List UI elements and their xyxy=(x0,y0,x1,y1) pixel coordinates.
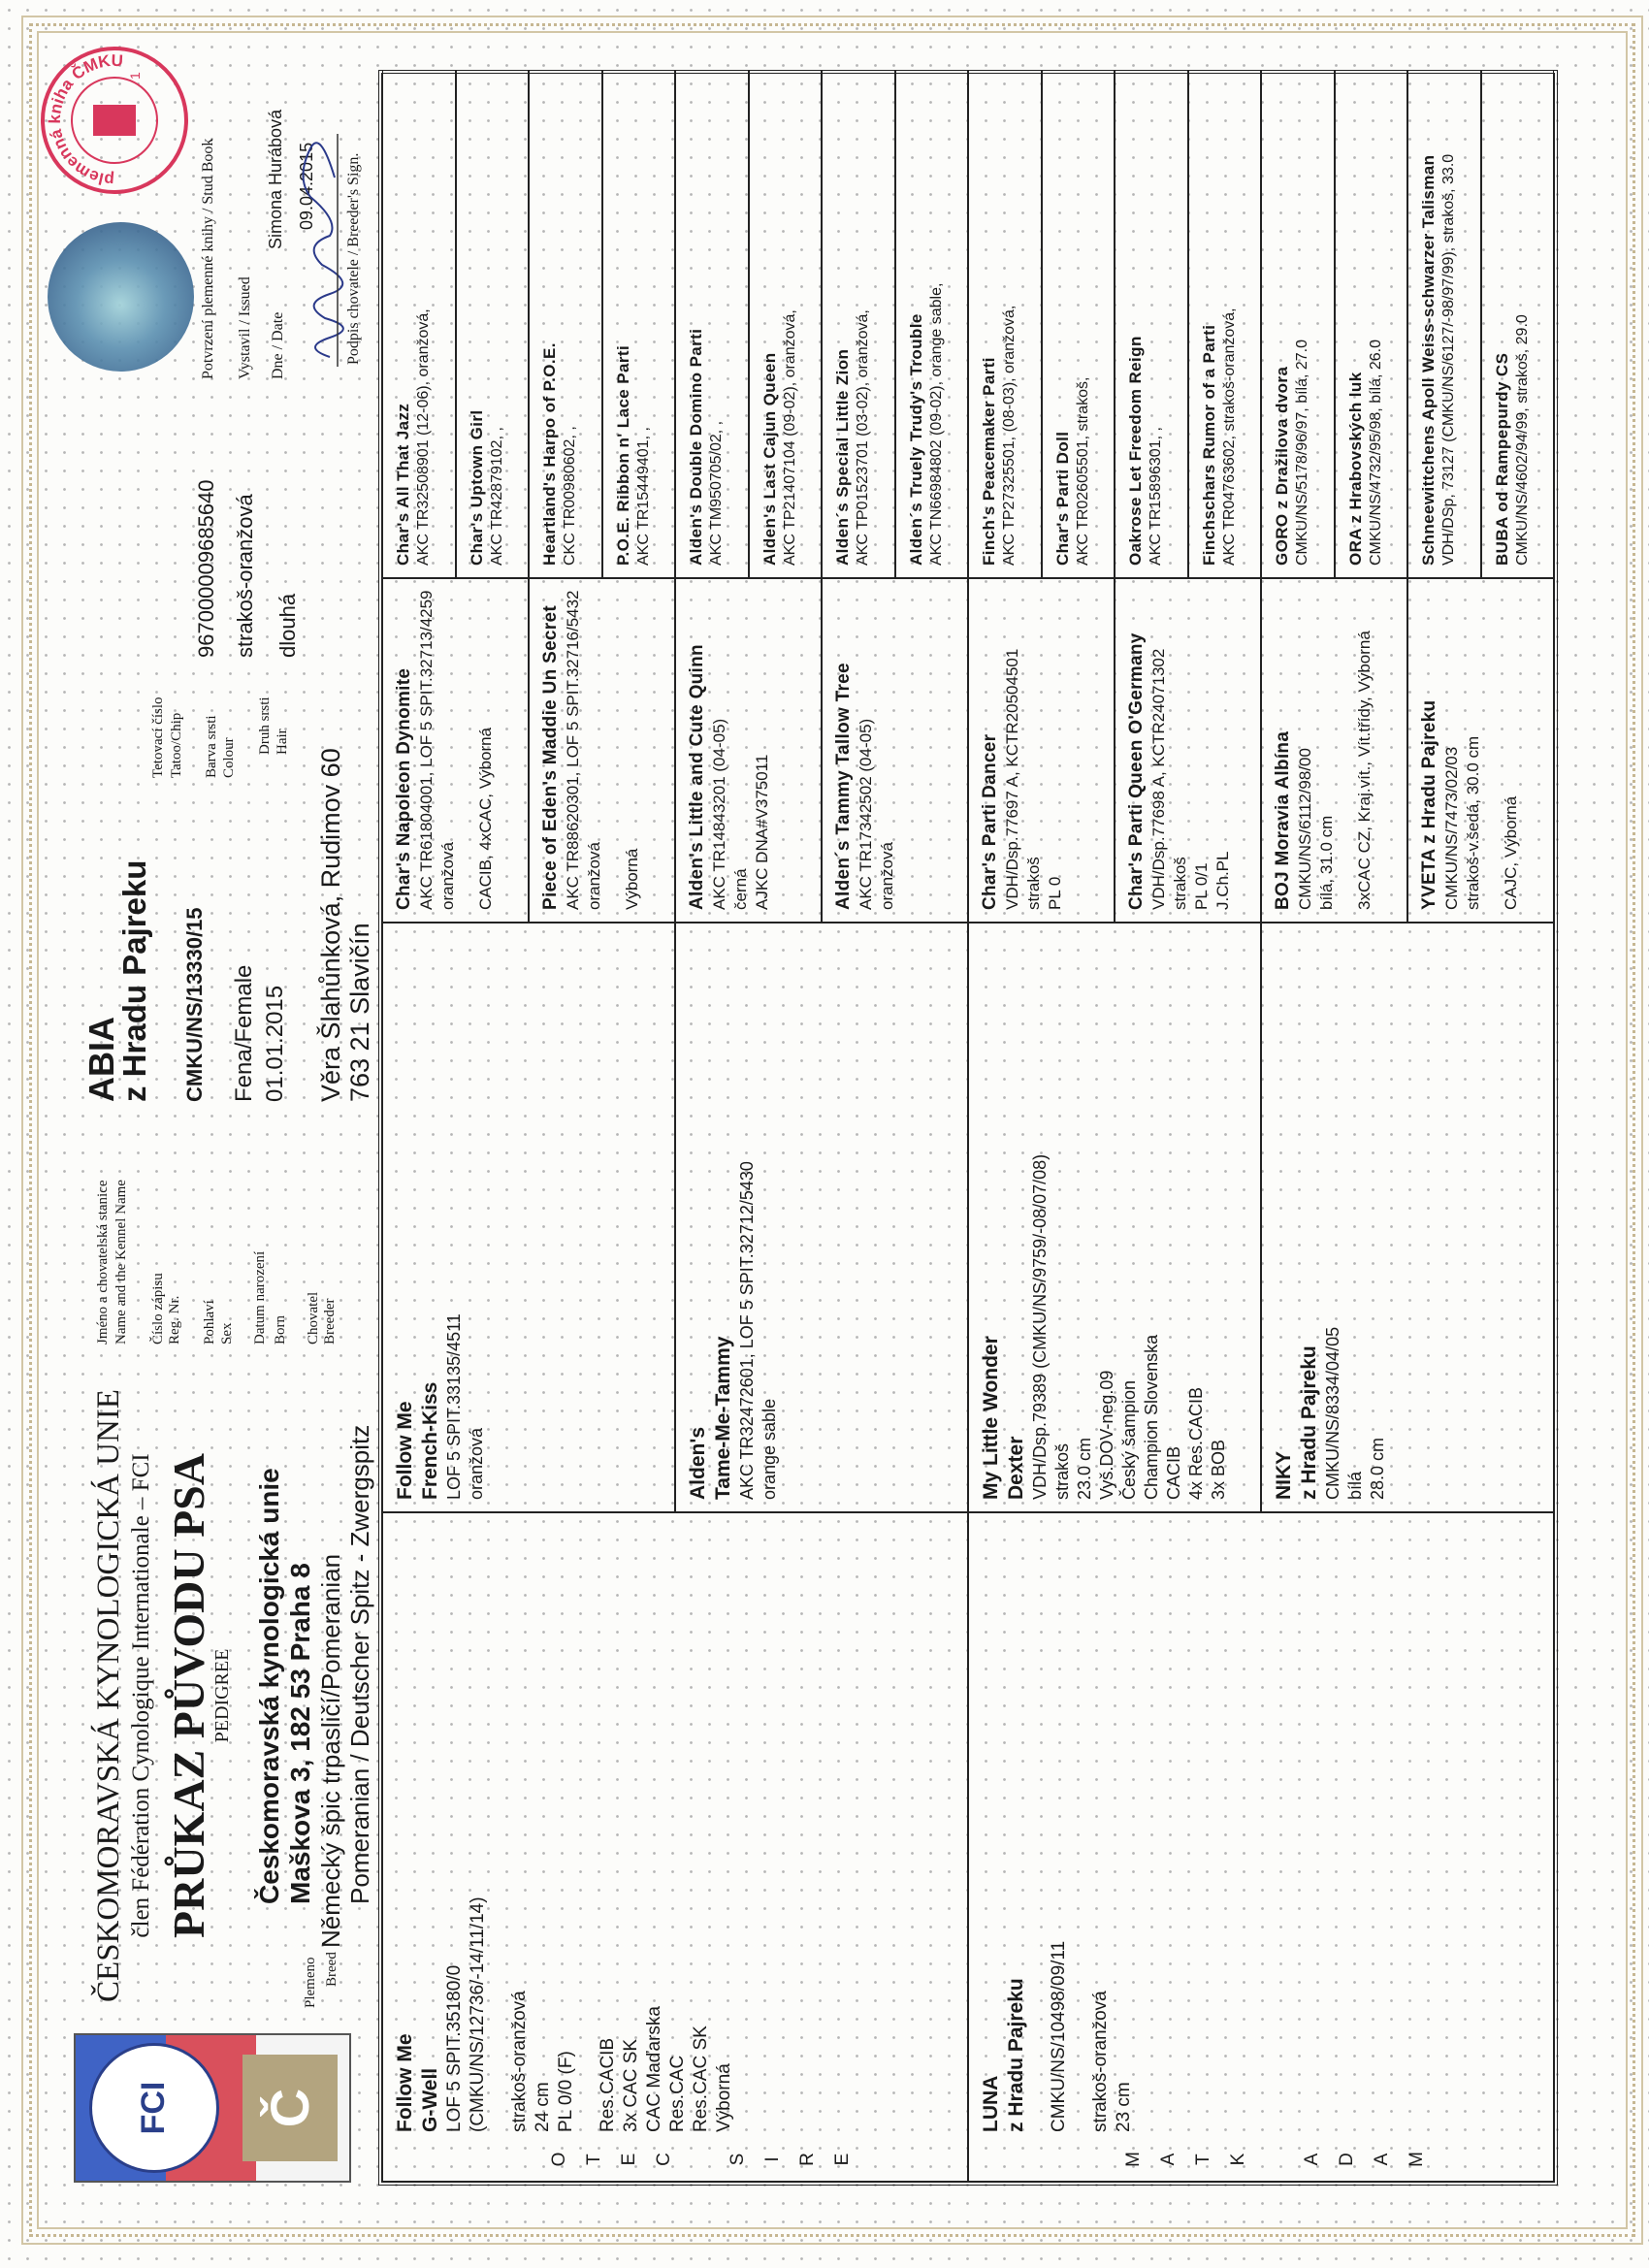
sex-label-en: Sex xyxy=(219,1322,235,1345)
name-label-en: Name and the Kennel Name xyxy=(113,1180,129,1345)
gen3-ancestor-cell xyxy=(382,578,529,923)
ancestor-detail: PL 0 xyxy=(1046,876,1064,910)
pedigree-table xyxy=(378,70,1558,2186)
ancestor-detail: Res.CAC xyxy=(667,2055,688,2132)
ancestor-detail: Champion Slovenska xyxy=(1142,1334,1161,1500)
gen4-ancestor-cell xyxy=(1407,70,1481,578)
ancestor-detail xyxy=(1029,1523,1048,2132)
ancestor-name: Char's Parti Queen O'Germany xyxy=(1126,632,1147,910)
dog-kennel: z Hradu Pajreku xyxy=(116,859,152,1102)
ancestor-detail: VDH/Dsp.79389 (CMKU/NS/9759/-08/07/08) xyxy=(1030,1153,1050,1500)
org-address: Maškova 3, 182 53 Praha 8 xyxy=(285,1563,315,1904)
ancestor-detail: CACIB xyxy=(1164,1445,1183,1500)
ancestor-detail: VDH/Dsp.77697 A, KCTR20504501 xyxy=(1003,648,1021,910)
ancestor-name: Heartland's Harpo of P.O.E. xyxy=(540,342,559,566)
fci-globe-icon xyxy=(89,2043,219,2173)
ancestor-detail: orange sable xyxy=(760,1398,779,1500)
ancestor-detail: PL 0/0 (F) xyxy=(556,2051,576,2132)
gen4-ancestor-cell xyxy=(1261,70,1335,578)
colour-label-cz: Barva srsti xyxy=(204,715,219,778)
ancestor-detail: AKC TP21407104 (09-02), oranžová, xyxy=(781,309,798,566)
gen2-ancestor-cell xyxy=(382,923,675,1512)
ancestor-name: Follow Me xyxy=(394,2033,416,2132)
side-letter: T xyxy=(584,2154,604,2165)
fci-logo-text: FCI xyxy=(135,2081,172,2135)
side-letter: I xyxy=(762,2156,783,2162)
ancestor-detail: CMKU/NS/7473/02/03 xyxy=(1442,746,1461,910)
breeder-signature-icon xyxy=(291,114,351,367)
colour-label-en: Colour xyxy=(221,737,237,778)
ancestor-detail: AKC TR61804001, LOF 5 SPIT.32713/4259 xyxy=(417,590,436,910)
ancestor-detail: CMKU/NS/8334/04/05 xyxy=(1323,1326,1342,1500)
ancestor-name: Finch's Peacemaker Parti xyxy=(980,357,998,566)
ancestor-name: Piece of Eden's Maddie Un Secret xyxy=(540,605,561,910)
ancestor-name: Char's Parti Dancer xyxy=(980,733,1000,910)
ancestor-name: Char's All That Jazz xyxy=(394,403,412,566)
gen4-ancestor-cell xyxy=(1115,70,1188,578)
ancestor-detail: J.Ch.PL xyxy=(1213,851,1232,910)
ancestor-name: Alden´s Truely Trudy's Trouble xyxy=(906,313,925,566)
ancestor-detail: 3x BOB xyxy=(1209,1439,1228,1500)
ancestor-detail: 23.0 cm xyxy=(1075,1437,1094,1500)
ancestor-name: z Hradu Pajreku xyxy=(1298,1345,1320,1500)
gen4-ancestor-cell xyxy=(602,70,676,578)
ancestor-name: My Little Wonder xyxy=(980,1336,1002,1500)
ancestor-detail: LOF 5 SPIT.35180/0 xyxy=(444,1964,465,2132)
ancestor-detail: strakoš xyxy=(1024,857,1043,910)
gen3-ancestor-cell xyxy=(1261,578,1407,923)
ancestor-detail xyxy=(1071,1523,1089,2132)
ancestor-name: BOJ Moravia Albína xyxy=(1273,730,1293,910)
ancestor-detail: AKC TP27325501, (08-03), oranžová, xyxy=(1001,305,1018,566)
side-letter: A xyxy=(1372,2153,1392,2166)
ancestor-detail: Výborná xyxy=(714,2063,734,2132)
issue-date: 09.04.2015 xyxy=(297,142,316,230)
side-letter: M xyxy=(1123,2152,1144,2167)
studbook-label: Potvrzení plemenné knihy / Stud Book xyxy=(200,138,216,379)
ancestor-detail xyxy=(490,1523,508,2132)
ancestor-detail: AKC TR88620301, LOF 5 SPIT.32716/5432 xyxy=(564,590,582,910)
ancestor-name: G-Well xyxy=(419,2067,441,2132)
gen4-ancestor-cell xyxy=(1188,70,1262,578)
gen2-ancestor-cell xyxy=(1261,923,1554,1512)
ancestor-detail xyxy=(578,1523,597,2132)
ancestor-name: Tame-Me-Tammy xyxy=(712,1336,734,1500)
gen3-ancestor-cell xyxy=(675,578,822,923)
ancestor-detail: strakoš-oranžová xyxy=(1090,1991,1111,2132)
gen4-ancestor-cell xyxy=(1042,70,1116,578)
gen2-ancestor-cell xyxy=(968,923,1261,1512)
ancestor-detail: Český šampion xyxy=(1119,1379,1139,1500)
doc-subtitle: PEDIGREE xyxy=(211,1648,233,1743)
gen3-ancestor-cell xyxy=(1407,578,1554,923)
ancestor-name: ORA z Hrabovských luk xyxy=(1345,372,1365,566)
ancestor-name: Schneewittchens Apoll Weiss-schwarzer Talisman xyxy=(1419,154,1438,566)
sex-label-cz: Pohlaví xyxy=(202,1300,217,1345)
gen4-ancestor-cell xyxy=(529,70,602,578)
ancestor-detail: CAJC, Výborná xyxy=(1502,795,1520,910)
born-label-cz: Datum narození xyxy=(252,1250,268,1345)
reg-number: CMKU/NS/13330/15 xyxy=(182,907,207,1102)
ancestor-detail: AKC TP01523701 (03-02), oranžová, xyxy=(855,309,871,566)
ancestor-detail: AKC TR04763602, strakoš-oranžová, xyxy=(1220,308,1238,566)
org-title: ČESKOMORAVSKÁ KYNOLOGICKÁ UNIE xyxy=(91,1389,126,2002)
dam-side-label xyxy=(1116,2148,1435,2171)
ancestor-name: Alden's xyxy=(687,1426,709,1500)
reg-label-cz: Číslo zápisu xyxy=(150,1273,166,1345)
ancestor-detail: AKC TR14843201 (04-05) xyxy=(710,718,728,910)
side-letter: K xyxy=(1228,2153,1248,2166)
ancestor-detail: 28.0 cm xyxy=(1368,1437,1387,1500)
studbook-stamp-icon xyxy=(39,45,190,196)
hair-value: dlouhá xyxy=(275,593,300,658)
ancestor-detail: CMKU/NS/4602/94/99, strakoš, 29.0 xyxy=(1513,314,1531,566)
ancestor-name: Alden's Last Cajun Queen xyxy=(760,352,779,566)
ancestor-detail xyxy=(1484,589,1501,910)
side-letter: C xyxy=(654,2153,674,2166)
gen2-ancestor-cell xyxy=(675,923,968,1512)
ancestor-detail: strakoš-oranžová xyxy=(509,1991,530,2132)
side-letter: T xyxy=(1193,2154,1213,2165)
gen3-ancestor-cell xyxy=(1115,578,1261,923)
ancestor-name: Oakrose Let Freedom Reign xyxy=(1126,336,1145,566)
ancestor-detail: VDH/Dsp.77698 A, KCTR24071302 xyxy=(1149,648,1168,910)
side-letter: A xyxy=(1158,2153,1179,2166)
breeder-sign-label: Podpis chovatele / Breeder's Sign. xyxy=(345,152,362,365)
gen4-ancestor-cell xyxy=(675,70,749,578)
ancestor-detail: strakoš-v.šedá, 30.0 cm xyxy=(1464,735,1482,910)
ancestor-name: Alden's Double Domino Parti xyxy=(687,328,705,566)
fci-cmku-logo xyxy=(74,2033,351,2183)
gen3-ancestor-cell xyxy=(529,578,675,923)
spacer xyxy=(682,2148,721,2171)
ancestor-detail: CACIB, 4xCAC, Výborná xyxy=(476,727,495,910)
ancestor-name: French-Kiss xyxy=(419,1381,441,1500)
ancestor-name: GORO z Dražilova dvora xyxy=(1273,366,1291,566)
ancestor-detail: AKC TM950705/02, , xyxy=(708,420,725,566)
ancestor-detail: 3x CAC SK xyxy=(621,2038,641,2132)
ancestor-detail: CMKU/NS/6112/98/00 xyxy=(1296,748,1314,910)
breeder-label-cz: Chovatel xyxy=(306,1291,321,1345)
ancestor-detail: CMKU/NS/4732/95/98, bílá, 26.0 xyxy=(1367,339,1384,566)
chip-value: 967000009685640 xyxy=(194,479,218,658)
sex-value: Fena/Female xyxy=(231,964,257,1102)
ancestor-detail: AKC TR15449401, , xyxy=(634,427,652,566)
ancestor-detail: CMKU/NS/10498/09/11 xyxy=(1049,1940,1069,2132)
cmku-logo-icon: Č xyxy=(242,2055,338,2161)
ancestor-name: P.O.E. Ribbon n' Lace Parti xyxy=(613,344,632,566)
side-letter: R xyxy=(797,2153,818,2166)
ancestor-detail: AKC TR02605501, strakoš, xyxy=(1074,376,1091,566)
chip-label-en: Tatoo/Chip xyxy=(169,712,184,778)
gen1-ancestor-cell xyxy=(382,1512,968,2182)
name-label-cz: Jméno a chovatelská stanice xyxy=(95,1180,111,1345)
ancestor-name: Alden´s Tammy Tallow Tree xyxy=(833,663,854,910)
gen4-ancestor-cell xyxy=(1481,70,1555,578)
stamp-text: plemenná kniha ČMKU xyxy=(45,50,124,190)
breed-label-en: Breed xyxy=(324,1952,340,1987)
ancestor-detail: AKC TR42879102, , xyxy=(488,427,505,566)
ancestor-name: Char's Parti Doll xyxy=(1052,431,1072,566)
breed-en: Pomeranian / Deutscher Spitz - Zwergspitz xyxy=(345,1424,374,1904)
ancestor-detail: CMKU/NS/5178/96/97, bílá, 27.0 xyxy=(1294,339,1310,566)
ancestor-detail: 24 cm xyxy=(533,2082,553,2132)
ancestor-detail: AKC TR32472601, LOF 5 SPIT.32712/5430 xyxy=(737,1161,757,1500)
colour-value: strakoš-oranžová xyxy=(233,494,257,658)
ancestor-name: Char's Uptown Girl xyxy=(467,409,486,566)
ancestor-detail xyxy=(459,589,475,910)
doc-title: PRŮKAZ PŮVODU PSA xyxy=(164,1453,213,1938)
ancestor-detail: oranžová xyxy=(585,842,603,910)
born-value: 01.01.2015 xyxy=(262,985,288,1102)
ancestor-name: Alden´s Special Little Zion xyxy=(833,348,852,566)
ancestor-detail: černá xyxy=(731,868,750,910)
ancestor-detail: 4x Res.CACIB xyxy=(1186,1386,1206,1500)
side-letter: M xyxy=(1406,2152,1427,2167)
ancestor-detail: AKC TR15896301, , xyxy=(1148,427,1164,566)
hair-label-cz: Druh srsti xyxy=(257,697,273,755)
ancestor-detail: AKC TR32508901 (12-06), oranžová, xyxy=(415,308,432,566)
ancestor-detail: CAC Maďarska xyxy=(644,2006,664,2132)
ancestor-name: Follow Me xyxy=(394,1401,416,1500)
ancestor-name: LUNA xyxy=(980,2075,1002,2132)
ancestor-name: YVETA z Hradu Pajreku xyxy=(1419,699,1439,910)
issued-by: Simona Hurábová xyxy=(266,109,285,249)
hair-label-en: Hair xyxy=(275,729,290,755)
reg-label-en: Reg. Nr. xyxy=(167,1295,182,1345)
org-name: Českomoravská kynologická unie xyxy=(254,1468,284,1904)
ancestor-name: Dexter xyxy=(1005,1436,1027,1500)
gen1-ancestor-cell xyxy=(968,1512,1554,2182)
ancestor-detail: Výborná xyxy=(623,848,641,910)
side-letter: D xyxy=(1337,2153,1357,2166)
ancestor-detail: bílá, 31.0 cm xyxy=(1317,815,1336,910)
hologram-seal-icon xyxy=(48,222,194,372)
breed-cz: Německý špic trpasličí/Pomeranian xyxy=(316,1553,345,1948)
gen4-ancestor-cell xyxy=(382,70,456,578)
ancestor-detail: AKC TR17342502 (04-05) xyxy=(857,718,875,910)
ancestor-detail: oranžová xyxy=(438,842,457,910)
ancestor-detail: oranžová xyxy=(878,842,896,910)
born-label-en: Born xyxy=(273,1315,288,1345)
gen4-ancestor-cell xyxy=(1335,70,1408,578)
ancestor-detail: oranžová xyxy=(467,1427,486,1500)
gen4-ancestor-cell xyxy=(895,70,969,578)
ancestor-name: Finchschars Rumor of a Parti xyxy=(1199,324,1218,566)
ancestor-detail: AJKC DNA#V375011 xyxy=(753,754,771,910)
gen4-ancestor-cell xyxy=(749,70,823,578)
ancestor-detail: PL 0/1 xyxy=(1192,862,1211,910)
ancestor-name: NIKY xyxy=(1273,1450,1295,1500)
ancestor-name: z Hradu Pajreku xyxy=(1005,1978,1027,2132)
spacer xyxy=(1256,2148,1295,2171)
breed-label-cz: Plemeno xyxy=(303,1957,318,2008)
ancestor-detail: 3xCAC CZ, Kraj.vít., Vít.třídy, Výborná xyxy=(1355,631,1374,910)
ancestor-detail: AKC TN66984802 (09-02), orange sable, xyxy=(927,282,945,566)
org-member: člen Fédération Cynologique Internationale – FCI xyxy=(128,1453,154,1938)
ancestor-name: Alden's Little and Cute Quinn xyxy=(687,644,707,910)
side-letter: A xyxy=(1302,2153,1322,2166)
gen3-ancestor-cell xyxy=(968,578,1115,923)
stamp-number: 1 xyxy=(127,72,143,80)
ancestor-detail: VDH/DSp, 73127 (CMKU/NS/6127/-98/97/99), strakoš, 33.0 xyxy=(1440,153,1457,566)
ancestor-detail: strakoš xyxy=(1171,857,1189,910)
ancestor-detail: 23 cm xyxy=(1114,2082,1134,2132)
side-letter: O xyxy=(549,2152,569,2167)
dog-name: ABIA xyxy=(81,1017,121,1102)
gen4-ancestor-cell xyxy=(822,70,895,578)
date-label: Dne / Date xyxy=(270,311,286,379)
issued-label: Vystavil / Issued xyxy=(237,276,253,379)
sire-side-label xyxy=(542,2148,860,2171)
breeder-line2: 763 21 Slavičín xyxy=(345,923,374,1102)
ancestor-detail xyxy=(1338,589,1354,910)
ancestor-name: BUBA od Rampepurdy CS xyxy=(1492,352,1511,566)
breeder-line1: Věra Šlahůnková, Rudimov 60 xyxy=(316,748,345,1102)
ancestor-detail: LOF 5 SPIT.33135/4511 xyxy=(444,1313,464,1500)
ancestor-detail: Vyš.DOV-neg.09 xyxy=(1097,1370,1116,1500)
side-letter: E xyxy=(832,2153,853,2166)
ancestor-detail: bílá xyxy=(1345,1471,1365,1500)
gen3-ancestor-cell xyxy=(822,578,968,923)
ancestor-detail: Res.CACIB xyxy=(598,2037,618,2132)
side-letter: S xyxy=(728,2153,748,2166)
ancestor-detail: strakoš xyxy=(1052,1442,1072,1500)
chip-label-cz: Tetovací číslo xyxy=(150,697,166,778)
gen4-ancestor-cell xyxy=(456,70,530,578)
breeder-label-en: Breeder xyxy=(322,1298,338,1345)
ancestor-detail: Res.CAC SK xyxy=(691,2025,711,2132)
side-letter: E xyxy=(619,2153,639,2166)
ancestor-name: Char's Napoleon Dynomite xyxy=(394,667,414,910)
gen4-ancestor-cell xyxy=(968,70,1042,578)
ancestor-detail xyxy=(605,589,622,910)
ancestor-detail: CKC TR00980602, , xyxy=(562,426,578,566)
ancestor-detail: (CMKU/NS/12736/-14/11/14) xyxy=(468,1896,488,2132)
